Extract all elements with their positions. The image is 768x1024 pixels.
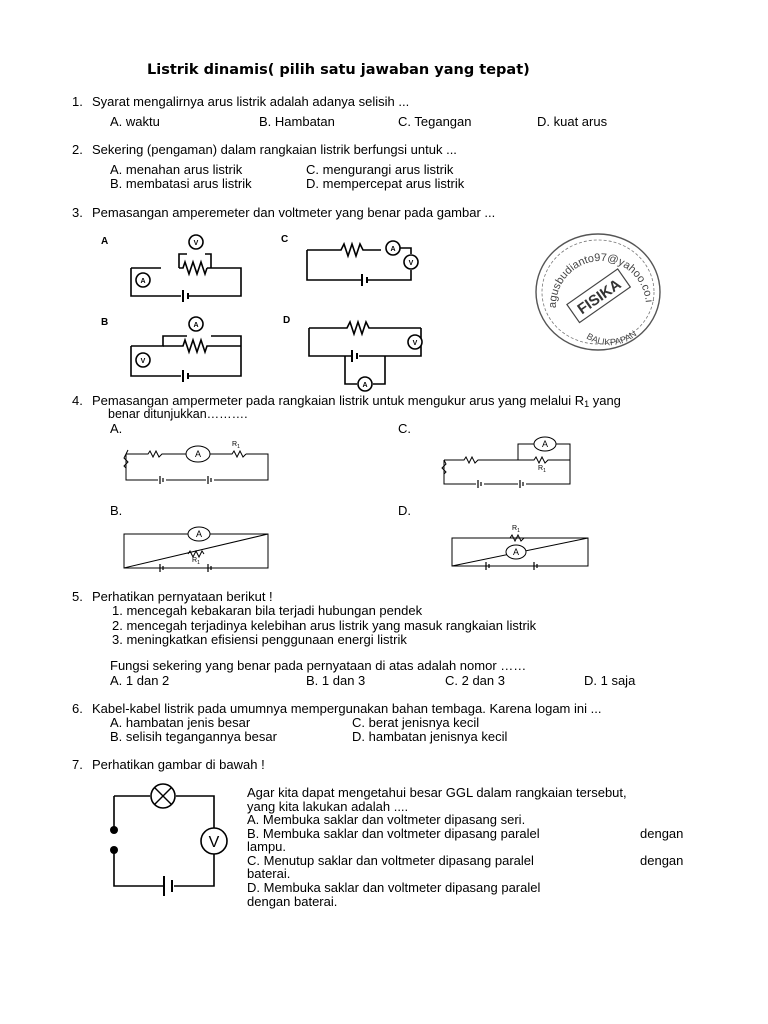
q1-option-c: C. Tegangan: [398, 114, 472, 129]
q5-option-d: D. 1 saja: [584, 673, 636, 688]
resistor-label: $R_1$: [192, 557, 200, 566]
question-4-number: 4.: [72, 393, 83, 408]
question-5-number: 5.: [72, 589, 83, 604]
q7-intro-line1: Agar kita dapat mengetahui besar GGL dalam rangkaian tersebut,: [247, 785, 627, 800]
q4-option-b-label: B.: [110, 503, 123, 518]
q4-option-d-label: D.: [398, 503, 411, 518]
q1-option-a: A. waktu: [110, 114, 160, 129]
q2-option-d: D. mempercepat arus listrik: [306, 176, 465, 191]
page-title: Listrik dinamis( pilih satu jawaban yang tepat): [147, 62, 530, 78]
stamp-fisika: FISIKA: [574, 275, 625, 319]
q5-statement-1: 1. mencegah kebakaran bila terjadi hubungan pendek: [112, 603, 423, 618]
circuit-label-b: B: [101, 317, 109, 328]
circuit-label-d: D: [283, 315, 291, 326]
question-3-number: 3.: [72, 205, 83, 220]
q1-option-b: B. Hambatan: [259, 114, 335, 129]
q7-option-d-line2: dengan baterai.: [247, 894, 338, 909]
q2-option-c: C. mengurangi arus listrik: [306, 162, 454, 177]
meter-ammeter: A: [390, 246, 396, 253]
resistor-label: $R_1$: [538, 465, 546, 474]
q7-option-a: A. Membuka saklar dan voltmeter dipasang seri.: [247, 812, 526, 827]
q7-option-b-line2: lampu.: [247, 839, 287, 854]
question-7-text: Perhatikan gambar di bawah !: [92, 757, 265, 772]
question-2-number: 2.: [72, 142, 83, 157]
meter-voltmeter: V: [412, 340, 418, 347]
q7-option-c: C. Menutup saklar dan voltmeter dipasang paralel: [247, 853, 534, 868]
circuit-label-c: C: [281, 234, 289, 245]
meter-ammeter: A: [541, 439, 549, 449]
meter-ammeter: A: [194, 449, 202, 459]
meter-voltmeter: V: [140, 358, 146, 365]
q5-option-c: C. 2 dan 3: [445, 673, 505, 688]
switch-icon: [110, 826, 118, 854]
q4-circuit-d: [446, 522, 596, 574]
resistor-label: $R_1$: [512, 525, 520, 534]
q4-option-c-label: C.: [398, 421, 411, 436]
svg-text:BALIKPAPAN: [585, 328, 638, 347]
q7-option-d: D. Membuka saklar dan voltmeter dipasang paralel: [247, 880, 541, 895]
q4-circuit-b: [120, 524, 272, 574]
meter-ammeter: A: [140, 278, 146, 285]
meter-ammeter: A: [362, 382, 368, 389]
question-6-number: 6.: [72, 701, 83, 716]
q5-option-b: B. 1 dan 3: [306, 673, 366, 688]
question-7-number: 7.: [72, 757, 83, 772]
circuit-label-a: A: [101, 236, 109, 247]
q7-circuit: [104, 782, 234, 894]
q7-option-c-line2: baterai.: [247, 866, 291, 881]
q7-option-c-tail: dengan: [640, 853, 684, 868]
subscript: 1: [584, 399, 590, 409]
q3-circuits: [95, 228, 535, 396]
q4-option-a-label: A.: [110, 421, 123, 436]
meter-voltmeter: V: [193, 240, 199, 247]
question-6-text: Kabel-kabel listrik pada umumnya mempergunakan bahan tembaga. Karena logam ini ...: [92, 701, 602, 716]
q5-statement-3: 3. meningkatkan efisiensi penggunaan energi listrik: [112, 632, 407, 647]
q2-option-a: A. menahan arus listrik: [110, 162, 243, 177]
q7-option-b-tail: dengan: [640, 826, 684, 841]
q7-option-b: B. Membuka saklar dan voltmeter dipasang paralel: [247, 826, 540, 841]
fisika-stamp: [524, 217, 668, 356]
question-5-text: Perhatikan pernyataan berikut !: [92, 589, 273, 604]
meter-voltmeter: V: [408, 260, 414, 267]
q1-option-d: D. kuat arus: [537, 114, 608, 129]
question-4-text-line2: benar ditunjukkan……….: [108, 407, 248, 421]
q6-option-c: C. berat jenisnya kecil: [352, 715, 480, 730]
stamp-email: agusbudianto97@yahoo.co.id: [524, 217, 655, 309]
question-1-text: Syarat mengalirnya arus listrik adalah adanya selisih ...: [92, 94, 410, 109]
q6-option-b: B. selisih tegangannya besar: [110, 729, 277, 744]
meter-ammeter: A: [195, 529, 203, 539]
question-3-text: Pemasangan amperemeter dan voltmeter yang benar pada gambar ...: [92, 205, 496, 220]
meter-ammeter: A: [193, 322, 199, 329]
question-2-text: Sekering (pengaman) dalam rangkaian listrik berfungsi untuk ...: [92, 142, 457, 157]
stamp-balikpapan: BALIKPAPAN: [584, 328, 639, 348]
q5-option-a: A. 1 dan 2: [110, 673, 170, 688]
question-4-text: Pemasangan ampermeter pada rangkaian listrik untuk mengukur arus yang melalui $R_1$ yang: [92, 393, 621, 409]
question-1-number: 1.: [72, 94, 83, 109]
q6-option-d: D. hambatan jenisnya kecil: [352, 729, 508, 744]
q6-option-a: A. hambatan jenis besar: [110, 715, 251, 730]
meter-ammeter: A: [512, 547, 520, 557]
q4-circuit-a: [118, 436, 273, 488]
lamp-icon: [151, 784, 175, 808]
q7-intro-line2: yang kita lakukan adalah ....: [247, 799, 409, 814]
resistor-label: $R_1$: [232, 441, 240, 450]
q5-question: Fungsi sekering yang benar pada pernyataan di atas adalah nomor ……: [110, 658, 527, 673]
q5-statement-2: 2. mencegah terjadinya kelebihan arus listrik yang masuk rangkaian listrik: [112, 618, 537, 633]
q2-option-b: B. membatasi arus listrik: [110, 176, 252, 191]
meter-voltmeter: V: [208, 834, 220, 851]
q4-circuit-c: [434, 434, 584, 492]
